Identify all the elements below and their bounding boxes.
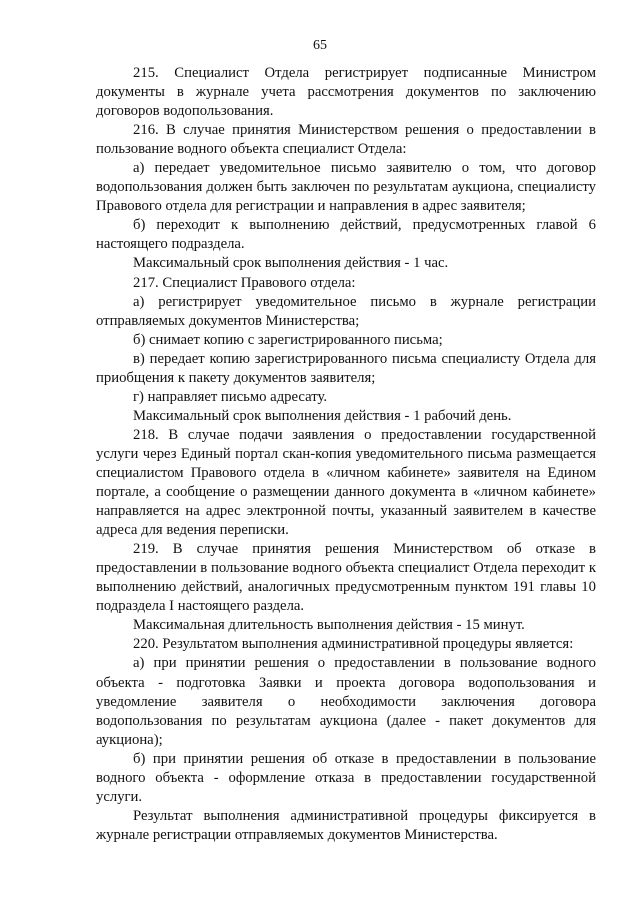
paragraph-220-b: б) при принятии решения об отказе в предоставлении в пользование водного объекта - оформление отказа в предоставлении государственной услуги. (96, 750, 596, 805)
paragraph-218: 218. В случае подачи заявления о предоставлении государственной услуги через Единый портал скан-копия уведомительного письма размещается специалистом Правового отдела в «личном кабинете» заявителя на Едином портале, а сообщение о размещении данного документа в «личном кабинете» направляется на адрес электронной почты, указанный заявителем в качестве адреса для ведения переписки. (96, 426, 596, 539)
paragraph-217-g: г) направляет письмо адресату. (133, 388, 328, 405)
paragraph-220: 220. Результатом выполнения административной процедуры является: (133, 636, 574, 653)
paragraph-216-deadline: Максимальный срок выполнения действия - 1 час. (133, 255, 449, 272)
paragraph-216-a: а) передает уведомительное письмо заявителю о том, что договор водопользования должен быть заключен по результатам аукциона, специалисту Правового отдела для регистрации и направления в адрес заявителя; (96, 160, 596, 215)
paragraph-220-a: а) при принятии решения о предоставлении в пользование водного объекта - подготовка Заявки и проекта договора водопользования и уведомление заявителя о необходимости заключения договора водопользования по результатам аукциона (далее - пакет документов для аукциона); (96, 655, 596, 748)
paragraph-219-deadline: Максимальная длительность выполнения действия - 15 минут. (133, 617, 525, 634)
paragraph-216: 216. В случае принятия Министерством решения о предоставлении в пользование водного объекта специалист Отдела: (96, 122, 596, 158)
paragraph-217-deadline: Максимальный срок выполнения действия - 1 рабочий день. (133, 407, 512, 424)
page-number: 65 (313, 38, 327, 53)
paragraph-219: 219. В случае принятия решения Министерством об отказе в предоставлении в пользование водного объекта специалист Отдела переходит к выполнению действий, аналогичных предусмотренным пунктом 191 главы 10 подраздела I настоящего раздела. (96, 541, 596, 615)
paragraph-216-b: б) переходит к выполнению действий, предусмотренных главой 6 настоящего подраздела. (96, 217, 596, 253)
paragraph-217: 217. Специалист Правового отдела: (133, 274, 356, 291)
paragraph-217-b: б) снимает копию с зарегистрированного письма; (133, 331, 443, 348)
paragraph-217-v: в) передает копию зарегистрированного письма специалисту Отдела для приобщения к пакету документов заявителя; (96, 350, 596, 386)
paragraph-217-a: а) регистрирует уведомительное письмо в журнале регистрации отправляемых документов Министерства; (96, 293, 596, 329)
paragraph-215: 215. Специалист Отдела регистрирует подписанные Министром документы в журнале учета рассмотрения документов по заключению договоров водопользования. (96, 65, 596, 120)
paragraph-result: Результат выполнения административной процедуры фиксируется в журнале регистрации отправляемых документов Министерства. (96, 807, 596, 843)
document-body (96, 64, 596, 845)
